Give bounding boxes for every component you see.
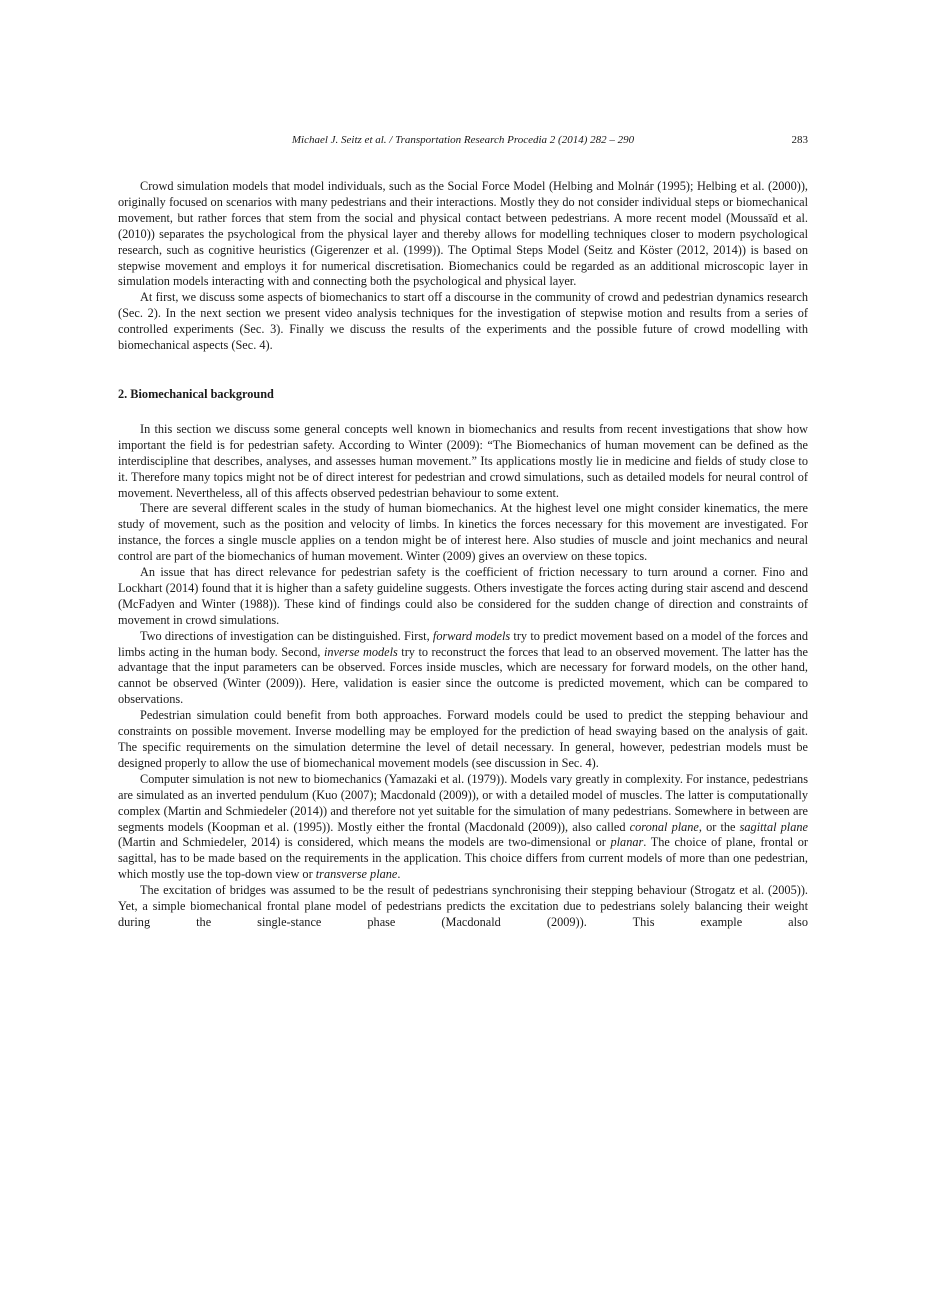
- text-run: (Martin and Schmiedeler, 2014) is considered, which means the models are two-dimensional or: [118, 835, 611, 850]
- text-run: There are several different scales in the study of human biomechanics. At the highest level one might consider kinematics, the mere study of movement, such as the position and velocity of limbs. In kinetics the forces necessary for this movement are investigated. For instance, the forces a single muscle applies on a tendon might be of interest here. Also studies of muscle and joint mechanics and neural control are part of the biomechanics of human movement. Winter (2009) gives an overview on these topics.: [118, 501, 808, 564]
- text-run: . The choice of plane, frontal or sagittal, has to be made based on the requirements in the application. This choice differs from current models of more than one pedestrian, which mostly use the top-down view or: [118, 835, 808, 882]
- italic-term: coronal plane: [629, 819, 699, 834]
- running-title: Michael J. Seitz et al. / Transportation Research Procedia 2 (2014) 282 – 290: [291, 134, 635, 146]
- text-run: In this section we discuss some general concepts well known in biomechanics and results from recent investigations that show how important the field is for pedestrian safety. According to Winter (2009): “The Biomechanics of human movement can be defined as the interdiscipline that describes, analyses, and assesses human movement.” Its applications mostly lie in medicine and fields of study close to it. Therefore many topics might not be of direct interest for pedestrian and crowd simulations, such as detailed models for neural control of movement. Nevertheless, all of this affects observed pedestrian behaviour to some extent.: [118, 421, 808, 500]
- text-run: At first, we discuss some aspects of biomechanics to start off a discourse in the community of crowd and pedestrian dynamics research (Sec. 2). In the next section we present video analysis techniques for the investigation of stepwise motion and results from a series of controlled experiments (Sec. 3). Finally we discuss the results of the experiments and the possible future of crowd modelling with biomechanical aspects (Sec. 4).: [118, 290, 808, 353]
- paragraph: [118, 501, 808, 565]
- italic-term: inverse models: [323, 644, 398, 659]
- section-body: [118, 422, 808, 931]
- text-run: try to reconstruct the forces that lead to an observed movement. The latter has the advantage that the input parameters can be observed. Forces inside muscles, which are necessary for forward models, on the other hand, cannot be observed (Winter (2009)). Here, validation is easier since the outcome is predicted movement, which can be compared to observations.: [118, 644, 809, 707]
- paragraph: [118, 179, 808, 290]
- italic-term: planar: [610, 835, 644, 850]
- introduction-continued: [118, 179, 808, 354]
- paragraph: [118, 629, 808, 709]
- text-run: Pedestrian simulation could benefit from both approaches. Forward models could be used to predict the stepping behaviour and constraints on possible movement. Inverse modelling may be employed for the prediction of head swaying based on the analysis of gait. The specific requirements on the simulation determine the level of detail necessary. In general, however, pedestrian models must be designed properly to allow the use of biomechanical movement models (see discussion in Sec. 4).: [118, 708, 808, 770]
- paragraph: [118, 422, 808, 502]
- text-run: try to predict movement based on a model of the forces and limbs acting in the human body. Second,: [118, 628, 808, 659]
- text-run: The excitation of bridges was assumed to be the result of pedestrians synchronising their stepping behaviour (Strogatz et al. (2005)). Yet, a simple biomechanical frontal plane model of pedestrians predicts the excitation due to pedestrians solely balancing their weight during the single-stance phase (Macdonald (2009)). This example also: [118, 883, 808, 929]
- text-run: Crowd simulation models that model individuals, such as the Social Force Model (Helbing and Molnár (1995); Helbing et al. (2000)), originally focused on scenarios with many pedestrians and their interactions. Mostly they do not consider individual steps or biomechanical movement, but rather forces that stem from the social and physical contact between pedestrians. A more recent model (Moussaïd et al. (2010)) separates the psychological from the physical layer and thereby allows for modelling techniques closer to modern psychological research, such as cognitive heuristics (Gigerenzer et al. (1999)). The Optimal Steps Model (Seitz and Köster (2012, 2014)) is based on stepwise movement and employs it for numerical discretisation. Biomechanics could be regarded as an additional microscopic layer in simulation models interacting with and connecting both the psychological and physical layer.: [118, 179, 808, 289]
- paragraph: [118, 708, 808, 772]
- italic-term: sagittal plane: [739, 819, 808, 834]
- italic-term: forward models: [432, 628, 511, 643]
- paragraph: [118, 883, 808, 931]
- text-run: .: [397, 867, 401, 882]
- paragraph: [118, 290, 808, 354]
- text-run: Two directions of investigation can be distinguished. First,: [140, 628, 433, 643]
- body-text: [118, 179, 808, 931]
- page-number: 283: [791, 134, 808, 146]
- text-run: , or the: [698, 819, 740, 834]
- paragraph: [118, 772, 808, 883]
- paragraph: [118, 565, 808, 629]
- italic-term: transverse plane: [315, 867, 398, 882]
- section-heading: 2. Biomechanical background: [118, 386, 274, 401]
- text-run: An issue that has direct relevance for pedestrian safety is the coefficient of friction necessary to turn around a corner. Fino and Lockhart (2014) found that it is higher than a safety guideline suggests. Others investigate the forces acting during stair ascend and descend (McFadyen and Winter (1988)). These kind of findings could also be considered for the sudden change of direction and constraints of movement in crowd simulations.: [118, 565, 808, 627]
- running-header: [118, 134, 808, 150]
- text-run: Computer simulation is not new to biomechanics (Yamazaki et al. (1979)). Models vary greatly in complexity. For instance, pedestrians are simulated as an inverted pendulum (Kuo (2007); Macdonald (2009)), or with a detailed model of muscles. The latter is computationally complex (Martin and Schmiedeler (2014)) and therefore not yet suitable for the simulation of many pedestrians. Somewhere in between are segments models (Koopman et al. (1995)). Mostly either the frontal (Macdonald (2009)), also called: [118, 771, 808, 834]
